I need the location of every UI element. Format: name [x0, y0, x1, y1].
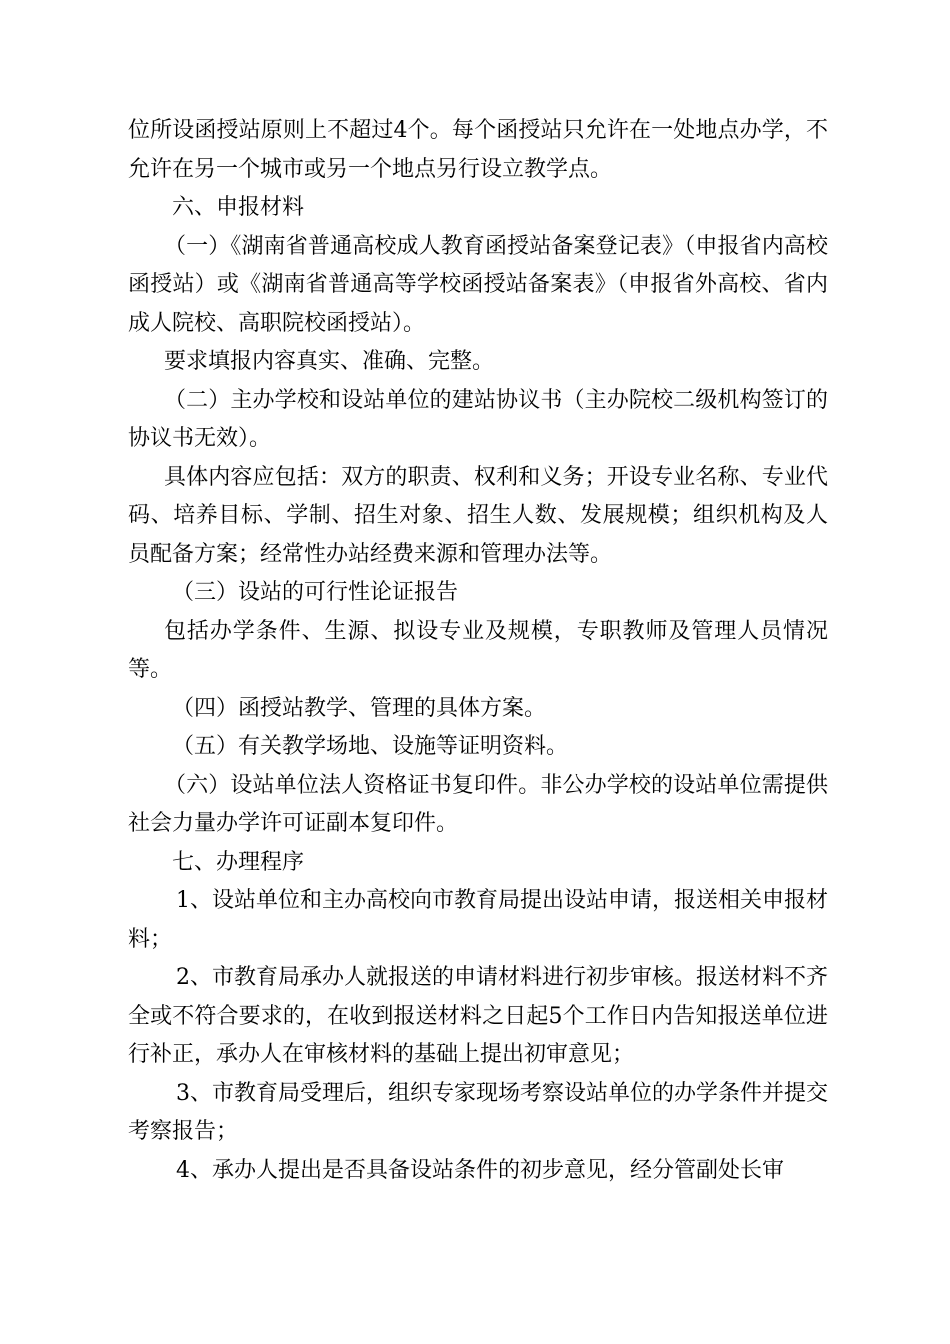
- paragraph-item-1: （一）《湖南省普通高校成人教育函授站备案登记表》（申报省内高校函授站）或《湖南省普通高等学校函授站备案表》（申报省外高校、省内成人院校、高职院校函授站）。: [128, 233, 828, 336]
- paragraph-requirement: 要求填报内容真实、准确、完整。: [164, 349, 495, 374]
- paragraph-feasibility-details: 包括办学条件、生源、拟设专业及规模，专职教师及管理人员情况等。: [128, 618, 828, 682]
- paragraph-step-1: 1、设站单位和主办高校向市教育局提出设站申请，报送相关申报材料；: [128, 888, 828, 952]
- paragraph-step-2: 2、市教育局承办人就报送的申请材料进行初步审核。报送材料不齐全或不符合要求的，在收到报送材料之日起5个工作日内告知报送单位进行补正，承办人在审核材料的基础上提出初审意见；: [128, 965, 828, 1067]
- paragraph-content-details: 具体内容应包括：双方的职责、权利和义务；开设专业名称、专业代码、培养目标、学制、招生对象、招生人数、发展规模；组织机构及人员配备方案；经常性办站经费来源和管理办法等。: [128, 464, 828, 567]
- paragraph-step-3: 3、市教育局受理后，组织专家现场考察设站单位的办学条件并提交考察报告；: [128, 1080, 828, 1144]
- paragraph-item-4: （四）函授站教学、管理的具体方案。: [172, 695, 547, 721]
- document-page: [128, 112, 828, 1190]
- paragraph-item-2: （二）主办学校和设站单位的建站协议书（主办院校二级机构签订的协议书无效）。: [128, 387, 828, 451]
- section-heading-application-materials: 六、申报材料: [172, 195, 305, 220]
- paragraph-step-4: 4、承办人提出是否具备设站条件的初步意见，经分管副处长审: [176, 1157, 784, 1183]
- paragraph-continuation: 位所设函授站原则上不超过4个。每个函授站只允许在一处地点办学，不允许在另一个城市或另一个地点另行设立教学点。: [128, 118, 828, 182]
- section-heading-procedure: 七、办理程序: [172, 849, 305, 875]
- paragraph-item-6: （六）设站单位法人资格证书复印件。非公办学校的设站单位需提供社会力量办学许可证副本复印件。: [128, 772, 828, 836]
- paragraph-item-3: （三）设站的可行性论证报告: [172, 580, 459, 605]
- paragraph-item-5: （五）有关教学场地、设施等证明资料。: [172, 734, 569, 759]
